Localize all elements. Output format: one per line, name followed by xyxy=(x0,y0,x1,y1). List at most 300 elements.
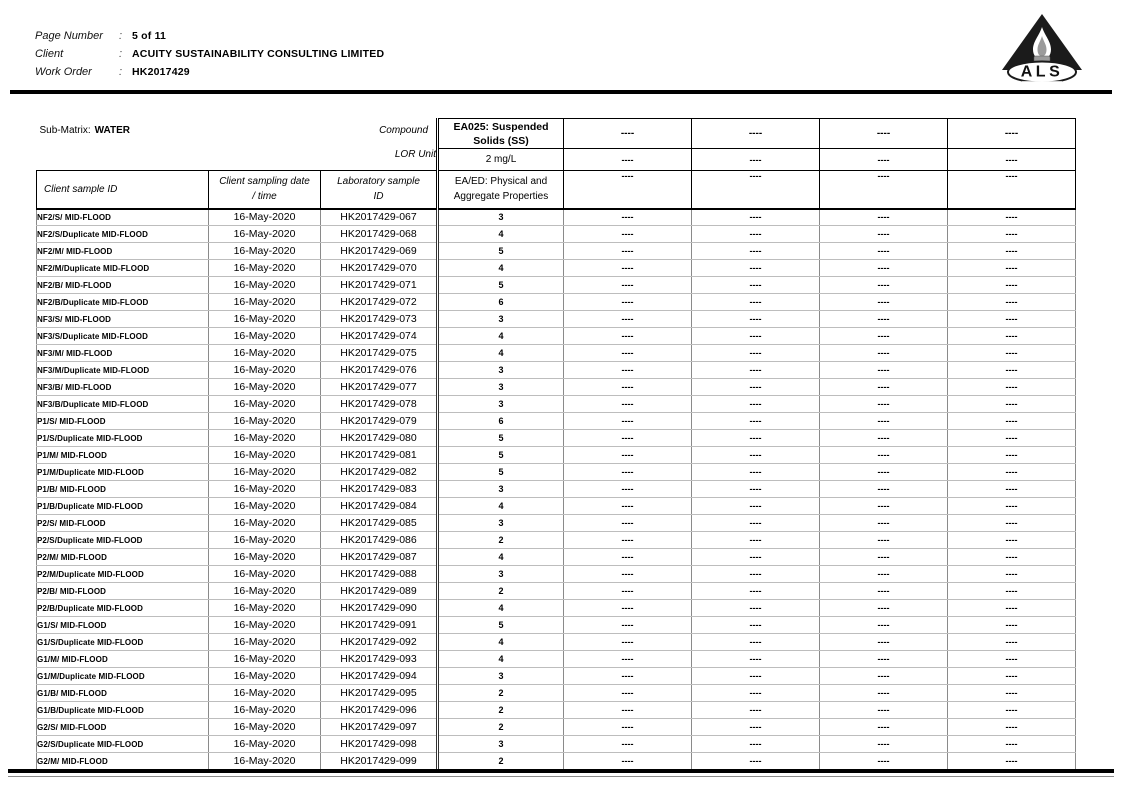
analyte-compound-header xyxy=(438,119,564,149)
placeholder-value-cell: ---- xyxy=(692,447,820,464)
placeholder-value-cell: ---- xyxy=(564,362,692,379)
client-sample-id-cell: G2/S/Duplicate MID-FLOOD xyxy=(37,736,209,753)
sampling-date-cell: 16-May-2020 xyxy=(209,600,321,617)
sample-result-row xyxy=(37,651,1076,668)
placeholder-value-cell: ---- xyxy=(948,447,1076,464)
lab-sample-id-header-line1: Laboratory sample xyxy=(337,176,420,188)
placeholder-method-2: ---- xyxy=(692,171,820,209)
placeholder-value-cell: ---- xyxy=(948,753,1076,770)
client-sample-id-cell: NF2/B/Duplicate MID-FLOOD xyxy=(37,294,209,311)
placeholder-value-cell: ---- xyxy=(564,277,692,294)
suspended-solids-value-cell: 5 xyxy=(438,430,564,447)
client-sample-id-cell: NF2/S/ MID-FLOOD xyxy=(37,209,209,226)
suspended-solids-value-cell: 5 xyxy=(438,243,564,260)
placeholder-value-cell: ---- xyxy=(820,362,948,379)
placeholder-value-cell: ---- xyxy=(948,685,1076,702)
placeholder-value-cell: ---- xyxy=(564,736,692,753)
placeholder-value-cell: ---- xyxy=(692,379,820,396)
placeholder-value-cell: ---- xyxy=(948,328,1076,345)
work-order-label: Work Order xyxy=(35,66,92,78)
client-sample-id-cell: P1/S/ MID-FLOOD xyxy=(37,413,209,430)
placeholder-value-cell: ---- xyxy=(564,600,692,617)
sampling-date-cell: 16-May-2020 xyxy=(209,294,321,311)
sample-result-row xyxy=(37,583,1076,600)
placeholder-compound-2: ---- xyxy=(692,119,820,149)
placeholder-value-cell: ---- xyxy=(948,736,1076,753)
client-sample-id-cell: NF3/S/ MID-FLOOD xyxy=(37,311,209,328)
sampling-date-cell: 16-May-2020 xyxy=(209,345,321,362)
client-sample-id-cell: NF2/M/Duplicate MID-FLOOD xyxy=(37,260,209,277)
lab-sample-id-cell: HK2017429-076 xyxy=(321,362,438,379)
sub-matrix-compound-cell xyxy=(37,119,438,149)
placeholder-value-cell: ---- xyxy=(820,515,948,532)
placeholder-compound-1: ---- xyxy=(564,119,692,149)
logo-text: ALS xyxy=(1020,63,1064,81)
placeholder-value-cell: ---- xyxy=(820,736,948,753)
suspended-solids-value-cell: 4 xyxy=(438,260,564,277)
suspended-solids-value-cell: 4 xyxy=(438,226,564,243)
placeholder-value-cell: ---- xyxy=(820,226,948,243)
sample-result-row xyxy=(37,396,1076,413)
sampling-date-header-line1: Client sampling date xyxy=(219,176,310,188)
sample-result-row xyxy=(37,209,1076,226)
compound-name-line2: Solids (SS) xyxy=(473,134,529,147)
client-sample-id-cell: G2/S/ MID-FLOOD xyxy=(37,719,209,736)
sampling-date-cell: 16-May-2020 xyxy=(209,464,321,481)
placeholder-value-cell: ---- xyxy=(948,209,1076,226)
suspended-solids-value-cell: 3 xyxy=(438,311,564,328)
work-order-field xyxy=(35,66,384,84)
placeholder-value-cell: ---- xyxy=(564,685,692,702)
suspended-solids-value-cell: 3 xyxy=(438,379,564,396)
sample-result-row xyxy=(37,736,1076,753)
placeholder-lor-2: ---- xyxy=(692,149,820,171)
sampling-date-cell: 16-May-2020 xyxy=(209,277,321,294)
client-sample-id-cell: G1/B/ MID-FLOOD xyxy=(37,685,209,702)
lab-sample-id-cell: HK2017429-085 xyxy=(321,515,438,532)
placeholder-value-cell: ---- xyxy=(564,464,692,481)
client-sample-id-cell: NF2/M/ MID-FLOOD xyxy=(37,243,209,260)
sample-result-row xyxy=(37,345,1076,362)
placeholder-value-cell: ---- xyxy=(564,668,692,685)
placeholder-value-cell: ---- xyxy=(948,294,1076,311)
placeholder-value-cell: ---- xyxy=(692,549,820,566)
sampling-date-cell: 16-May-2020 xyxy=(209,736,321,753)
placeholder-value-cell: ---- xyxy=(820,600,948,617)
sampling-date-cell: 16-May-2020 xyxy=(209,498,321,515)
suspended-solids-value-cell: 4 xyxy=(438,651,564,668)
placeholder-value-cell: ---- xyxy=(692,583,820,600)
placeholder-value-cell: ---- xyxy=(948,651,1076,668)
placeholder-value-cell: ---- xyxy=(820,379,948,396)
placeholder-value-cell: ---- xyxy=(948,549,1076,566)
placeholder-value-cell: ---- xyxy=(692,702,820,719)
placeholder-value-cell: ---- xyxy=(692,243,820,260)
placeholder-value-cell: ---- xyxy=(692,277,820,294)
lab-sample-id-cell: HK2017429-095 xyxy=(321,685,438,702)
sampling-date-cell: 16-May-2020 xyxy=(209,685,321,702)
sample-result-row xyxy=(37,243,1076,260)
lab-sample-id-cell: HK2017429-074 xyxy=(321,328,438,345)
placeholder-method-1: ---- xyxy=(564,171,692,209)
client-sample-id-header: Client sample ID xyxy=(37,171,209,209)
placeholder-value-cell: ---- xyxy=(692,209,820,226)
sample-result-row xyxy=(37,328,1076,345)
placeholder-value-cell: ---- xyxy=(948,719,1076,736)
placeholder-value-cell: ---- xyxy=(820,634,948,651)
lab-sample-id-cell: HK2017429-094 xyxy=(321,668,438,685)
sample-result-row xyxy=(37,294,1076,311)
placeholder-value-cell: ---- xyxy=(820,413,948,430)
placeholder-value-cell: ---- xyxy=(948,515,1076,532)
placeholder-value-cell: ---- xyxy=(948,430,1076,447)
lab-sample-id-cell: HK2017429-073 xyxy=(321,311,438,328)
client-sample-id-cell: G1/S/Duplicate MID-FLOOD xyxy=(37,634,209,651)
sample-result-row xyxy=(37,668,1076,685)
sampling-date-cell: 16-May-2020 xyxy=(209,515,321,532)
placeholder-value-cell: ---- xyxy=(692,617,820,634)
sub-matrix-value: WATER xyxy=(94,124,130,136)
placeholder-value-cell: ---- xyxy=(692,362,820,379)
placeholder-value-cell: ---- xyxy=(692,515,820,532)
sample-result-row xyxy=(37,447,1076,464)
client-value: ACUITY SUSTAINABILITY CONSULTING LIMITED xyxy=(132,48,385,60)
sampling-date-cell: 16-May-2020 xyxy=(209,311,321,328)
lab-sample-id-cell: HK2017429-091 xyxy=(321,617,438,634)
logo-ellipse-bottom-mask xyxy=(1022,81,1062,88)
lab-sample-id-cell: HK2017429-082 xyxy=(321,464,438,481)
lor-unit-header-row xyxy=(37,149,1076,171)
lab-sample-id-cell: HK2017429-084 xyxy=(321,498,438,515)
lab-sample-id-cell: HK2017429-097 xyxy=(321,719,438,736)
report-header-fields xyxy=(35,30,384,84)
client-sample-id-cell: P2/M/Duplicate MID-FLOOD xyxy=(37,566,209,583)
sample-result-row xyxy=(37,617,1076,634)
client-sample-id-cell: NF3/S/Duplicate MID-FLOOD xyxy=(37,328,209,345)
sample-result-row xyxy=(37,549,1076,566)
placeholder-value-cell: ---- xyxy=(564,515,692,532)
placeholder-value-cell: ---- xyxy=(820,430,948,447)
sample-result-row xyxy=(37,379,1076,396)
sampling-date-cell: 16-May-2020 xyxy=(209,668,321,685)
placeholder-value-cell: ---- xyxy=(564,634,692,651)
lab-sample-id-cell: HK2017429-098 xyxy=(321,736,438,753)
sampling-date-cell: 16-May-2020 xyxy=(209,226,321,243)
als-logo xyxy=(992,12,1092,88)
placeholder-value-cell: ---- xyxy=(692,498,820,515)
client-sample-id-cell: P2/B/Duplicate MID-FLOOD xyxy=(37,600,209,617)
client-sample-id-cell: NF2/B/ MID-FLOOD xyxy=(37,277,209,294)
placeholder-value-cell: ---- xyxy=(692,294,820,311)
work-order-value: HK2017429 xyxy=(132,66,190,78)
lab-sample-id-cell: HK2017429-096 xyxy=(321,702,438,719)
client-sample-id-cell: G1/M/ MID-FLOOD xyxy=(37,651,209,668)
placeholder-value-cell: ---- xyxy=(564,702,692,719)
lab-sample-id-header xyxy=(321,171,438,209)
placeholder-lor-1: ---- xyxy=(564,149,692,171)
lab-sample-id-cell: HK2017429-077 xyxy=(321,379,438,396)
sampling-date-cell: 16-May-2020 xyxy=(209,447,321,464)
placeholder-value-cell: ---- xyxy=(948,532,1076,549)
sample-result-row xyxy=(37,532,1076,549)
placeholder-value-cell: ---- xyxy=(820,464,948,481)
placeholder-value-cell: ---- xyxy=(564,430,692,447)
sample-result-row xyxy=(37,464,1076,481)
client-sample-id-cell: NF2/S/Duplicate MID-FLOOD xyxy=(37,226,209,243)
placeholder-value-cell: ---- xyxy=(948,668,1076,685)
placeholder-value-cell: ---- xyxy=(692,651,820,668)
suspended-solids-value-cell: 3 xyxy=(438,515,564,532)
placeholder-value-cell: ---- xyxy=(692,634,820,651)
placeholder-value-cell: ---- xyxy=(820,498,948,515)
placeholder-value-cell: ---- xyxy=(948,396,1076,413)
sampling-date-cell: 16-May-2020 xyxy=(209,532,321,549)
lab-sample-id-cell: HK2017429-068 xyxy=(321,226,438,243)
page-number-field xyxy=(35,30,384,48)
placeholder-value-cell: ---- xyxy=(820,277,948,294)
lab-sample-id-cell: HK2017429-070 xyxy=(321,260,438,277)
placeholder-value-cell: ---- xyxy=(948,362,1076,379)
placeholder-value-cell: ---- xyxy=(948,464,1076,481)
sampling-date-cell: 16-May-2020 xyxy=(209,583,321,600)
sampling-date-cell: 16-May-2020 xyxy=(209,260,321,277)
placeholder-value-cell: ---- xyxy=(692,226,820,243)
sampling-date-cell: 16-May-2020 xyxy=(209,481,321,498)
lab-sample-id-cell: HK2017429-090 xyxy=(321,600,438,617)
placeholder-value-cell: ---- xyxy=(820,702,948,719)
client-sample-id-cell: P2/S/ MID-FLOOD xyxy=(37,515,209,532)
suspended-solids-value-cell: 2 xyxy=(438,719,564,736)
method-line1: EA/ED: Physical and xyxy=(454,176,548,188)
placeholder-value-cell: ---- xyxy=(820,345,948,362)
suspended-solids-value-cell: 4 xyxy=(438,328,564,345)
lab-sample-id-cell: HK2017429-075 xyxy=(321,345,438,362)
placeholder-value-cell: ---- xyxy=(692,260,820,277)
placeholder-value-cell: ---- xyxy=(692,719,820,736)
footer-divider-rule-thin xyxy=(8,776,1114,777)
placeholder-compound-3: ---- xyxy=(820,119,948,149)
sampling-date-header-line2: / time xyxy=(252,191,277,203)
sampling-date-cell: 16-May-2020 xyxy=(209,413,321,430)
sample-result-row xyxy=(37,498,1076,515)
placeholder-value-cell: ---- xyxy=(692,345,820,362)
placeholder-value-cell: ---- xyxy=(564,447,692,464)
placeholder-value-cell: ---- xyxy=(948,634,1076,651)
lab-sample-id-cell: HK2017429-069 xyxy=(321,243,438,260)
client-sample-id-cell: G2/M/ MID-FLOOD xyxy=(37,753,209,770)
placeholder-value-cell: ---- xyxy=(948,243,1076,260)
client-sample-id-cell: P2/B/ MID-FLOOD xyxy=(37,583,209,600)
work-order-colon: : xyxy=(119,66,123,78)
placeholder-value-cell: ---- xyxy=(820,668,948,685)
client-colon: : xyxy=(119,48,123,60)
placeholder-value-cell: ---- xyxy=(564,583,692,600)
client-sample-id-cell: P1/M/ MID-FLOOD xyxy=(37,447,209,464)
placeholder-value-cell: ---- xyxy=(820,583,948,600)
placeholder-value-cell: ---- xyxy=(948,600,1076,617)
lab-sample-id-cell: HK2017429-093 xyxy=(321,651,438,668)
suspended-solids-value-cell: 5 xyxy=(438,464,564,481)
client-sample-id-cell: P2/M/ MID-FLOOD xyxy=(37,549,209,566)
placeholder-value-cell: ---- xyxy=(692,481,820,498)
placeholder-value-cell: ---- xyxy=(820,447,948,464)
sample-result-row xyxy=(37,277,1076,294)
page-number-value: 5 of 11 xyxy=(132,30,167,42)
results-table xyxy=(36,118,1076,770)
placeholder-value-cell: ---- xyxy=(564,294,692,311)
client-sample-id-cell: G1/S/ MID-FLOOD xyxy=(37,617,209,634)
sample-result-row xyxy=(37,260,1076,277)
sample-result-row xyxy=(37,515,1076,532)
lab-sample-id-cell: HK2017429-080 xyxy=(321,430,438,447)
placeholder-value-cell: ---- xyxy=(948,498,1076,515)
client-sample-id-cell: P1/M/Duplicate MID-FLOOD xyxy=(37,464,209,481)
client-sample-id-cell: G1/B/Duplicate MID-FLOOD xyxy=(37,702,209,719)
lor-unit-row-label: LOR Unit xyxy=(394,148,436,160)
client-field xyxy=(35,48,384,66)
suspended-solids-value-cell: 3 xyxy=(438,396,564,413)
placeholder-value-cell: ---- xyxy=(948,617,1076,634)
suspended-solids-value-cell: 4 xyxy=(438,549,564,566)
sample-result-row xyxy=(37,634,1076,651)
suspended-solids-value-cell: 4 xyxy=(438,498,564,515)
lab-sample-id-cell: HK2017429-086 xyxy=(321,532,438,549)
client-sample-id-cell: G1/M/Duplicate MID-FLOOD xyxy=(37,668,209,685)
placeholder-value-cell: ---- xyxy=(564,260,692,277)
lab-sample-id-cell: HK2017429-081 xyxy=(321,447,438,464)
column-header-row xyxy=(37,171,1076,209)
suspended-solids-value-cell: 4 xyxy=(438,345,564,362)
sampling-date-cell: 16-May-2020 xyxy=(209,634,321,651)
placeholder-value-cell: ---- xyxy=(564,566,692,583)
placeholder-value-cell: ---- xyxy=(564,226,692,243)
placeholder-value-cell: ---- xyxy=(692,413,820,430)
sampling-date-cell: 16-May-2020 xyxy=(209,651,321,668)
compound-name-line1: EA025: Suspended xyxy=(453,120,549,133)
placeholder-value-cell: ---- xyxy=(564,345,692,362)
lab-sample-id-cell: HK2017429-079 xyxy=(321,413,438,430)
placeholder-value-cell: ---- xyxy=(948,345,1076,362)
placeholder-value-cell: ---- xyxy=(820,396,948,413)
sample-result-row xyxy=(37,413,1076,430)
placeholder-value-cell: ---- xyxy=(564,549,692,566)
lab-sample-id-cell: HK2017429-083 xyxy=(321,481,438,498)
client-sample-id-cell: NF3/B/Duplicate MID-FLOOD xyxy=(37,396,209,413)
lab-sample-id-cell: HK2017429-089 xyxy=(321,583,438,600)
suspended-solids-value-cell: 3 xyxy=(438,566,564,583)
suspended-solids-value-cell: 5 xyxy=(438,277,564,294)
placeholder-value-cell: ---- xyxy=(820,209,948,226)
placeholder-value-cell: ---- xyxy=(948,702,1076,719)
placeholder-value-cell: ---- xyxy=(692,464,820,481)
placeholder-value-cell: ---- xyxy=(564,209,692,226)
client-sample-id-cell: NF3/M/ MID-FLOOD xyxy=(37,345,209,362)
header-divider-rule xyxy=(10,90,1112,94)
placeholder-value-cell: ---- xyxy=(692,396,820,413)
placeholder-value-cell: ---- xyxy=(564,243,692,260)
placeholder-lor-3: ---- xyxy=(820,149,948,171)
placeholder-value-cell: ---- xyxy=(692,328,820,345)
sampling-date-cell: 16-May-2020 xyxy=(209,566,321,583)
placeholder-value-cell: ---- xyxy=(564,498,692,515)
placeholder-value-cell: ---- xyxy=(948,311,1076,328)
placeholder-value-cell: ---- xyxy=(692,532,820,549)
placeholder-value-cell: ---- xyxy=(692,753,820,770)
placeholder-value-cell: ---- xyxy=(564,328,692,345)
page-number-label: Page Number xyxy=(35,30,103,42)
placeholder-value-cell: ---- xyxy=(820,753,948,770)
placeholder-value-cell: ---- xyxy=(820,617,948,634)
als-logo-graphic xyxy=(992,12,1092,88)
compound-row-label: Compound xyxy=(379,124,428,136)
placeholder-value-cell: ---- xyxy=(820,532,948,549)
placeholder-value-cell: ---- xyxy=(820,243,948,260)
placeholder-value-cell: ---- xyxy=(692,736,820,753)
sample-result-row xyxy=(37,311,1076,328)
sampling-date-cell: 16-May-2020 xyxy=(209,362,321,379)
suspended-solids-value-cell: 3 xyxy=(438,736,564,753)
suspended-solids-value-cell: 4 xyxy=(438,634,564,651)
suspended-solids-value-cell: 5 xyxy=(438,617,564,634)
placeholder-value-cell: ---- xyxy=(948,379,1076,396)
lab-sample-id-cell: HK2017429-092 xyxy=(321,634,438,651)
sampling-date-cell: 16-May-2020 xyxy=(209,379,321,396)
placeholder-value-cell: ---- xyxy=(692,311,820,328)
suspended-solids-value-cell: 2 xyxy=(438,702,564,719)
suspended-solids-value-cell: 4 xyxy=(438,600,564,617)
placeholder-value-cell: ---- xyxy=(820,651,948,668)
placeholder-value-cell: ---- xyxy=(820,549,948,566)
suspended-solids-value-cell: 6 xyxy=(438,294,564,311)
sample-result-row xyxy=(37,430,1076,447)
lab-sample-id-cell: HK2017429-071 xyxy=(321,277,438,294)
footer-divider-rule xyxy=(8,769,1114,773)
placeholder-value-cell: ---- xyxy=(692,600,820,617)
sample-result-row xyxy=(37,226,1076,243)
placeholder-value-cell: ---- xyxy=(948,566,1076,583)
placeholder-value-cell: ---- xyxy=(820,481,948,498)
sub-matrix xyxy=(40,125,131,136)
placeholder-value-cell: ---- xyxy=(692,566,820,583)
lab-sample-id-cell: HK2017429-088 xyxy=(321,566,438,583)
sampling-date-cell: 16-May-2020 xyxy=(209,617,321,634)
page-number-colon: : xyxy=(119,30,123,42)
placeholder-value-cell: ---- xyxy=(564,617,692,634)
lab-sample-id-cell: HK2017429-099 xyxy=(321,753,438,770)
placeholder-value-cell: ---- xyxy=(948,413,1076,430)
analyte-lor-unit: 2 mg/L xyxy=(438,149,564,171)
sampling-date-cell: 16-May-2020 xyxy=(209,430,321,447)
placeholder-method-4: ---- xyxy=(948,171,1076,209)
sample-result-row xyxy=(37,685,1076,702)
sample-result-row xyxy=(37,753,1076,770)
sampling-date-header xyxy=(209,171,321,209)
sampling-date-cell: 16-May-2020 xyxy=(209,243,321,260)
suspended-solids-value-cell: 2 xyxy=(438,532,564,549)
sub-matrix-label: Sub-Matrix: xyxy=(39,124,91,136)
sampling-date-cell: 16-May-2020 xyxy=(209,328,321,345)
suspended-solids-value-cell: 3 xyxy=(438,362,564,379)
client-sample-id-cell: P1/S/Duplicate MID-FLOOD xyxy=(37,430,209,447)
suspended-solids-value-cell: 3 xyxy=(438,209,564,226)
client-sample-id-cell: P1/B/Duplicate MID-FLOOD xyxy=(37,498,209,515)
placeholder-value-cell: ---- xyxy=(564,396,692,413)
sampling-date-cell: 16-May-2020 xyxy=(209,719,321,736)
placeholder-value-cell: ---- xyxy=(564,413,692,430)
placeholder-value-cell: ---- xyxy=(564,753,692,770)
sampling-date-cell: 16-May-2020 xyxy=(209,209,321,226)
placeholder-value-cell: ---- xyxy=(820,294,948,311)
